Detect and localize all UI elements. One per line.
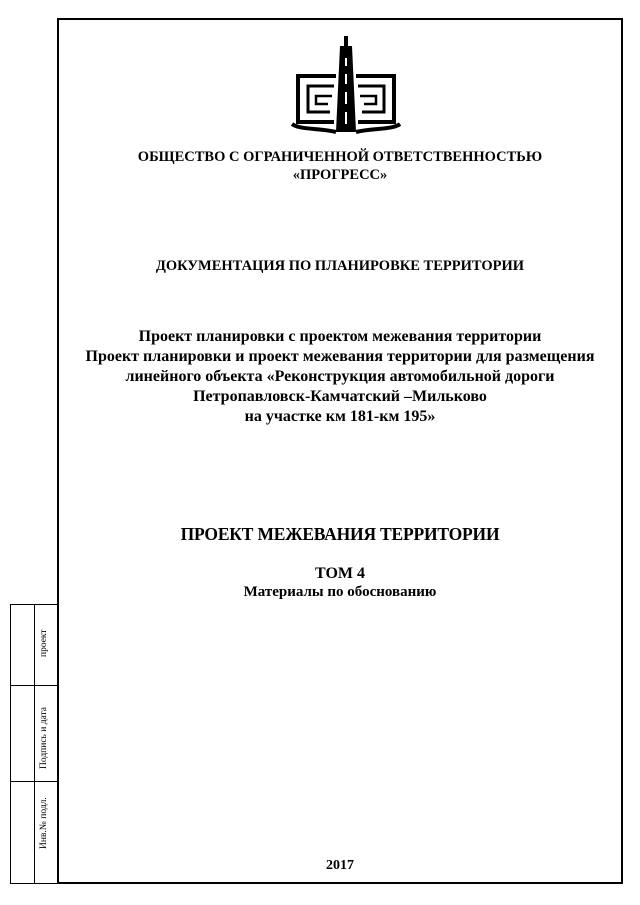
organization-line-1: ОБЩЕСТВО С ОГРАНИЧЕННОЙ ОТВЕТСТВЕННОСТЬЮ bbox=[137, 149, 543, 165]
document-type: ДОКУМЕНТАЦИЯ ПО ПЛАНИРОВКЕ ТЕРРИТОРИИ bbox=[155, 258, 525, 274]
volume-subtitle: Материалы по обоснованию bbox=[243, 584, 437, 600]
stamp-inventory-label: Инв.№ подл. bbox=[39, 797, 49, 849]
section-title: ПРОЕКТ МЕЖЕВАНИЯ ТЕРРИТОРИИ bbox=[180, 524, 500, 544]
project-title-line: на участке км 181-км 195» bbox=[244, 408, 436, 425]
project-title-line: линейного объекта «Реконструкция автомобильной дороги bbox=[125, 368, 555, 385]
stamp-column-values bbox=[11, 605, 35, 883]
year: 2017 bbox=[326, 858, 354, 873]
project-title-line: Петропавловск-Камчатский –Мильково bbox=[193, 388, 487, 405]
organization-name bbox=[60, 148, 620, 184]
project-title bbox=[60, 327, 620, 427]
stamp-signature-date-label: Подпись и дата bbox=[39, 706, 49, 769]
side-stamp bbox=[10, 604, 57, 884]
stamp-divider bbox=[11, 781, 58, 782]
project-title-line: Проект планировки с проектом межевания территории bbox=[138, 328, 542, 345]
volume-label: ТОМ 4 bbox=[314, 565, 365, 582]
organization-line-2: «ПРОГРЕСС» bbox=[292, 167, 388, 183]
stamp-divider bbox=[11, 685, 58, 686]
stamp-project-label: проект bbox=[39, 629, 49, 657]
road-emblem-icon bbox=[290, 36, 402, 136]
project-title-line: Проект планировки и проект межевания территории для размещения bbox=[85, 348, 595, 365]
